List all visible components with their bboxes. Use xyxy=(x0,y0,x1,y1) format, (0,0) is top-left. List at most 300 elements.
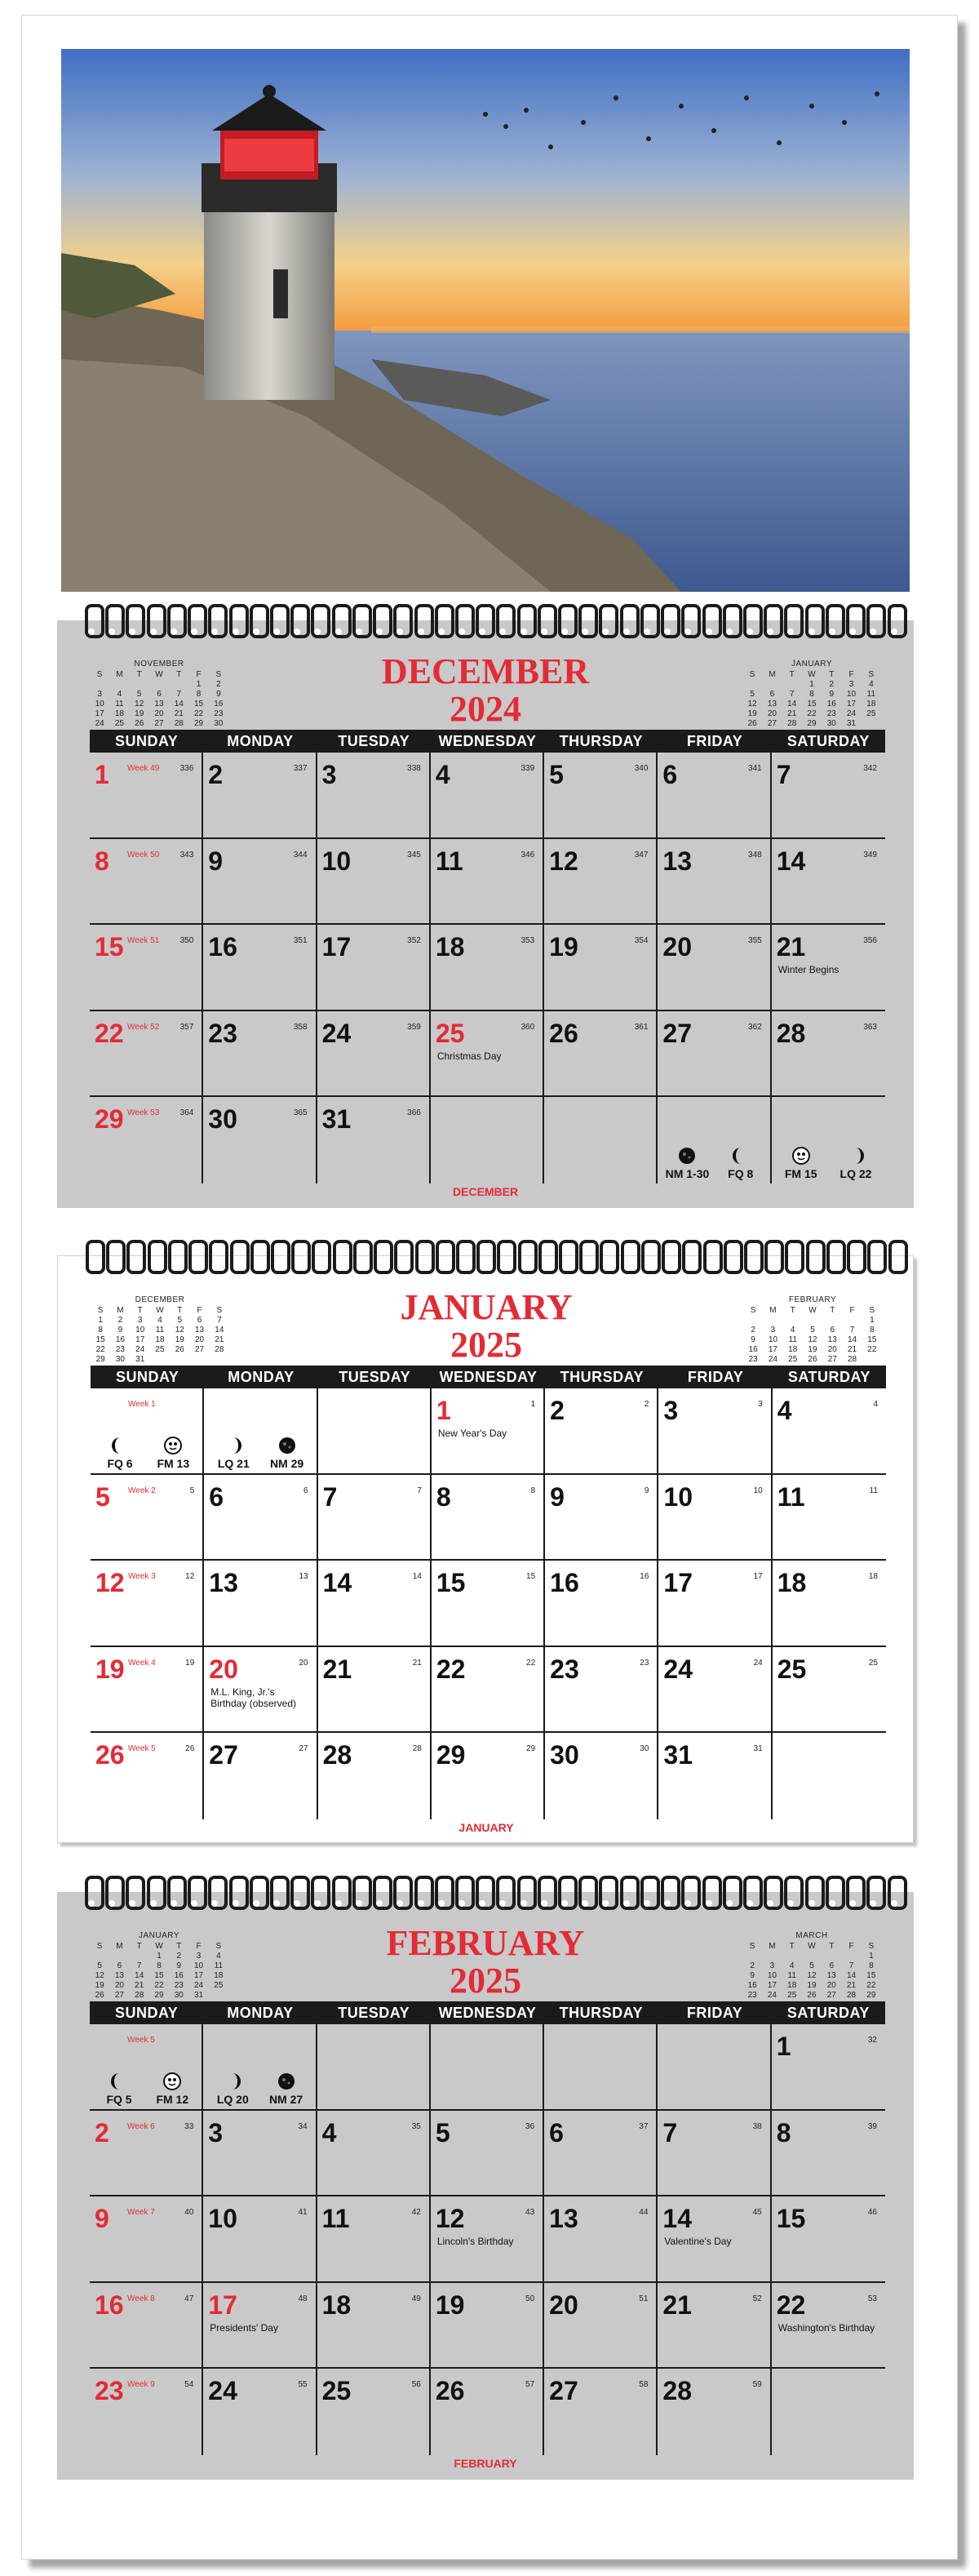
mini-day xyxy=(130,1952,149,1961)
day-cell[interactable] xyxy=(544,753,658,839)
day-cell[interactable] xyxy=(658,1388,772,1475)
binding-coil xyxy=(888,604,901,642)
binding-coil xyxy=(208,604,221,642)
day-cell[interactable] xyxy=(431,925,544,1011)
mini-day: 10 xyxy=(768,1335,777,1344)
binding-coil xyxy=(456,1240,469,1277)
day-cell[interactable] xyxy=(318,1475,432,1561)
day-of-year: 3 xyxy=(758,1400,763,1409)
day-cell[interactable] xyxy=(318,1733,432,1819)
binding-coil xyxy=(373,1876,386,1913)
mini-day xyxy=(169,680,188,690)
mini-weekday: W xyxy=(155,1942,163,1951)
mini-weekday: S xyxy=(216,1306,223,1315)
day-of-year: 41 xyxy=(298,2208,308,2218)
day-of-year: 10 xyxy=(753,1486,763,1495)
mini-day: 4 xyxy=(790,1326,795,1335)
mini-day xyxy=(210,1355,229,1365)
day-number: 28 xyxy=(662,2376,693,2406)
day-number: 2 xyxy=(95,2117,109,2147)
mini-day: 10 xyxy=(135,1326,145,1335)
day-cell[interactable] xyxy=(544,2283,658,2369)
day-cell xyxy=(318,1388,432,1475)
mini-day: 24 xyxy=(135,1345,145,1354)
day-number: 14 xyxy=(662,2204,693,2234)
day-cell[interactable] xyxy=(432,1733,545,1819)
mini-day: 12 xyxy=(175,1326,184,1335)
month-title xyxy=(303,1289,670,1364)
mini-day xyxy=(743,1316,763,1326)
mini-day: 6 xyxy=(157,690,162,699)
day-cell[interactable] xyxy=(772,2196,885,2283)
mini-day: 15 xyxy=(154,1971,164,1980)
moon-phase-label: FM 12 xyxy=(156,2092,189,2106)
day-cell[interactable] xyxy=(432,1647,545,1734)
mini-weekday: S xyxy=(749,670,755,679)
day-cell[interactable] xyxy=(772,2111,885,2197)
binding-coil xyxy=(271,1240,284,1277)
mini-day: 2 xyxy=(750,1961,755,1970)
binding-coil xyxy=(229,604,242,642)
mini-day: 17 xyxy=(135,1335,145,1344)
mini-day: 20 xyxy=(767,709,777,718)
mini-day xyxy=(862,1355,882,1365)
day-number: 31 xyxy=(663,1740,693,1770)
mini-day: 6 xyxy=(197,1316,202,1325)
binding-coil xyxy=(209,1240,222,1277)
mini-day: 24 xyxy=(768,1355,777,1364)
day-cell[interactable] xyxy=(773,1561,886,1647)
day-cell[interactable] xyxy=(545,1561,658,1647)
mini-weekday: S xyxy=(215,1942,222,1951)
day-number: 16 xyxy=(550,1568,579,1598)
weekday-label: TUESDAY xyxy=(338,733,410,749)
day-cell[interactable] xyxy=(90,839,203,926)
mini-weekday: F xyxy=(196,1942,202,1951)
day-cell xyxy=(773,1733,886,1819)
mini-calendar-month: DECEMBER xyxy=(135,1295,185,1304)
day-of-year: 30 xyxy=(640,1744,649,1754)
day-cell[interactable] xyxy=(90,2111,203,2197)
weekday-label: SATURDAY xyxy=(787,1369,870,1385)
day-cell[interactable] xyxy=(203,1011,317,1098)
binding-coil xyxy=(476,1240,490,1277)
day-cell[interactable] xyxy=(91,1647,204,1734)
week-number: Week 9 xyxy=(127,2380,155,2390)
day-cell[interactable] xyxy=(318,1561,432,1647)
binding-coil xyxy=(805,1876,818,1913)
mini-weekday: S xyxy=(868,670,875,679)
binding-coil xyxy=(744,1240,757,1277)
binding-coil xyxy=(784,604,797,642)
mini-weekday: M xyxy=(769,670,776,679)
day-cell[interactable] xyxy=(432,1475,545,1561)
binding-coil xyxy=(866,604,879,642)
day-of-year: 49 xyxy=(411,2294,421,2303)
weekday-label: SUNDAY xyxy=(114,733,179,749)
mini-day: 19 xyxy=(95,1981,104,1990)
day-cell[interactable] xyxy=(203,2111,317,2197)
mini-calendar-right xyxy=(742,1931,881,2010)
binding-coil xyxy=(578,1876,591,1913)
day-cell[interactable] xyxy=(317,839,431,926)
day-of-year: 345 xyxy=(407,850,421,859)
day-of-year: 365 xyxy=(293,1108,308,1118)
day-cell[interactable] xyxy=(431,2111,544,2197)
full-moon-icon xyxy=(791,1146,811,1166)
mini-day: 3 xyxy=(848,680,854,689)
day-cell[interactable] xyxy=(203,753,317,839)
day-number: 27 xyxy=(549,2376,578,2406)
day-of-year: 353 xyxy=(521,936,535,946)
day-cell[interactable] xyxy=(772,925,885,1011)
mini-day: 10 xyxy=(95,700,104,708)
binding-coil xyxy=(147,1876,160,1913)
moon-phase-label: NM 27 xyxy=(268,2092,303,2106)
mini-day xyxy=(90,680,109,690)
mini-day: 8 xyxy=(809,690,814,699)
mini-day xyxy=(90,1952,109,1961)
day-cell[interactable] xyxy=(317,2111,431,2197)
day-cell[interactable] xyxy=(317,1011,431,1098)
binding-coil xyxy=(784,1876,797,1913)
day-cell[interactable] xyxy=(772,753,885,839)
mini-day: 22 xyxy=(867,1345,877,1354)
mini-day: 18 xyxy=(788,1345,798,1354)
day-of-year: 36 xyxy=(525,2121,535,2131)
day-cell[interactable] xyxy=(658,1733,772,1819)
mini-day: 2 xyxy=(751,1326,755,1335)
binding-coil xyxy=(188,604,201,642)
mini-day: 13 xyxy=(114,1971,124,1980)
binding-coil xyxy=(230,1240,243,1277)
mini-day: 8 xyxy=(98,1326,103,1335)
day-cell[interactable] xyxy=(203,1097,317,1184)
moon-phase-label: FM 15 xyxy=(784,1166,817,1180)
day-number: 4 xyxy=(321,2117,337,2147)
day-of-year: 354 xyxy=(634,936,649,946)
day-cell[interactable] xyxy=(91,1475,204,1561)
day-cell[interactable] xyxy=(658,2111,771,2197)
mini-weekday: T xyxy=(176,670,182,679)
new-moon-icon xyxy=(277,2072,296,2091)
week-number: Week 3 xyxy=(128,1572,156,1582)
mini-day: 18 xyxy=(155,1335,165,1344)
day-number: 16 xyxy=(208,932,237,962)
day-cell[interactable] xyxy=(772,839,885,926)
day-number: 22 xyxy=(436,1654,466,1684)
day-cell[interactable] xyxy=(658,925,771,1011)
day-cell xyxy=(658,1097,771,1184)
day-cell[interactable] xyxy=(773,1475,886,1561)
mini-calendar-month: FEBRUARY xyxy=(788,1295,837,1304)
day-cell[interactable] xyxy=(658,2283,771,2369)
day-of-year: 24 xyxy=(753,1658,763,1668)
month-name: FEBRUARY xyxy=(386,1923,585,1963)
binding-coil xyxy=(353,1240,366,1277)
day-cell[interactable] xyxy=(318,1647,432,1734)
day-cell[interactable] xyxy=(772,1011,885,1098)
day-cell[interactable] xyxy=(772,2024,885,2111)
binding-coil xyxy=(559,1240,572,1277)
mini-calendar-month: NOVEMBER xyxy=(134,660,184,668)
moon-phase xyxy=(95,2072,144,2104)
moon-phases xyxy=(95,1436,197,1468)
day-of-year: 1 xyxy=(530,1400,536,1409)
day-cell[interactable] xyxy=(431,753,544,839)
binding-coil xyxy=(661,604,674,642)
mini-day: 7 xyxy=(136,1961,142,1970)
day-of-year: 55 xyxy=(298,2380,308,2390)
day-number: 28 xyxy=(322,1740,352,1770)
day-cell[interactable] xyxy=(203,839,317,926)
day-cell[interactable] xyxy=(91,1561,204,1647)
moon-phase-label: FQ 8 xyxy=(728,1166,754,1180)
week-number: Week 5 xyxy=(128,1744,156,1754)
binding-coil xyxy=(620,604,633,642)
day-of-year: 33 xyxy=(184,2121,194,2131)
mini-day: 25 xyxy=(788,1355,798,1364)
holiday-label: New Year's Day xyxy=(437,1428,507,1439)
day-number: 25 xyxy=(435,1018,465,1048)
mini-day: 25 xyxy=(155,1345,165,1354)
day-cell[interactable] xyxy=(90,1011,203,1098)
mini-day xyxy=(822,1316,842,1326)
day-number: 26 xyxy=(549,1018,578,1048)
mini-day: 29 xyxy=(154,1991,164,2000)
day-cell[interactable] xyxy=(431,2196,544,2283)
day-cell[interactable] xyxy=(203,2196,317,2283)
binding-coil xyxy=(723,604,736,642)
week-number: Week 2 xyxy=(128,1486,156,1495)
weekday-label: MONDAY xyxy=(227,733,294,749)
binding-coil xyxy=(682,1240,695,1277)
day-cell[interactable] xyxy=(658,1475,772,1561)
day-cell[interactable] xyxy=(317,2369,431,2455)
day-cell[interactable] xyxy=(432,1388,545,1475)
binding-coil xyxy=(270,604,283,642)
mini-day: 15 xyxy=(867,1335,877,1344)
day-of-year: 20 xyxy=(299,1658,308,1668)
day-number: 18 xyxy=(777,1568,807,1598)
day-cell[interactable] xyxy=(317,1097,431,1184)
day-cell[interactable] xyxy=(658,1561,772,1647)
mini-day xyxy=(149,680,169,690)
day-number: 26 xyxy=(95,1740,125,1770)
day-cell[interactable] xyxy=(544,925,658,1011)
day-of-year: 357 xyxy=(179,1022,194,1032)
day-number: 17 xyxy=(321,932,352,962)
mini-day: 11 xyxy=(155,1326,165,1335)
day-cell[interactable] xyxy=(431,1011,544,1098)
moon-phase-label: LQ 21 xyxy=(217,1456,250,1470)
day-cell[interactable] xyxy=(203,2283,317,2369)
mini-day: 4 xyxy=(157,1316,162,1325)
mini-day: 13 xyxy=(826,1971,836,1980)
mini-weekday: M xyxy=(769,1942,776,1951)
day-number: 9 xyxy=(208,846,224,876)
mini-weekday: T xyxy=(789,670,795,679)
binding-coil xyxy=(476,1876,489,1913)
spiral-binding xyxy=(85,604,901,642)
day-of-year: 40 xyxy=(184,2208,194,2218)
weekday-label: SATURDAY xyxy=(786,733,870,749)
mini-day: 23 xyxy=(747,1991,757,2000)
day-cell[interactable] xyxy=(90,2369,203,2455)
day-of-year: 4 xyxy=(873,1400,878,1409)
day-of-year: 360 xyxy=(521,1022,535,1032)
day-cell[interactable] xyxy=(317,753,431,839)
day-number: 7 xyxy=(662,2117,678,2147)
binding-coil xyxy=(578,604,591,642)
binding-coil xyxy=(743,1876,756,1913)
day-of-year: 343 xyxy=(179,850,194,859)
month-footer: JANUARY xyxy=(458,1821,514,1834)
day-cell[interactable] xyxy=(658,1011,771,1098)
day-cell[interactable] xyxy=(544,1011,658,1098)
day-of-year: 6 xyxy=(303,1486,308,1495)
day-of-year: 346 xyxy=(521,850,535,859)
mini-day: 6 xyxy=(830,1326,835,1335)
day-of-year: 54 xyxy=(184,2380,194,2390)
day-number: 1 xyxy=(776,2032,791,2061)
day-cell[interactable] xyxy=(317,2196,431,2283)
day-cell[interactable] xyxy=(773,1388,886,1475)
day-cell[interactable] xyxy=(204,1647,317,1734)
day-of-year: 57 xyxy=(525,2380,535,2390)
day-cell[interactable] xyxy=(658,839,771,926)
binding-coil xyxy=(455,1876,468,1913)
day-cell[interactable] xyxy=(545,1733,658,1819)
binding-coil xyxy=(805,604,818,642)
weekday-label: TUESDAY xyxy=(339,1369,411,1385)
day-of-year: 45 xyxy=(752,2208,762,2218)
day-cell[interactable] xyxy=(431,2369,544,2455)
mini-day xyxy=(841,1952,861,1961)
day-of-year: 44 xyxy=(639,2208,649,2218)
day-cell[interactable] xyxy=(544,2369,658,2455)
day-of-year: 43 xyxy=(525,2208,535,2218)
day-cell[interactable] xyxy=(658,2196,771,2283)
binding-coil xyxy=(332,604,345,642)
mini-day xyxy=(150,1355,170,1365)
mini-day: 19 xyxy=(807,1981,817,1990)
mini-day: 1 xyxy=(809,680,814,689)
mini-weekday: T xyxy=(137,1306,143,1315)
day-cell[interactable] xyxy=(431,2283,544,2369)
day-cell[interactable] xyxy=(544,2196,658,2283)
binding-coil xyxy=(806,1240,819,1277)
day-cell[interactable] xyxy=(204,1561,317,1647)
day-cell[interactable] xyxy=(658,753,771,839)
mini-calendar-left xyxy=(91,1295,229,1365)
week-number: Week 4 xyxy=(128,1658,156,1668)
day-of-year: 340 xyxy=(634,764,649,773)
mini-day: 27 xyxy=(826,1991,836,2000)
day-cell[interactable] xyxy=(544,839,658,926)
day-cell[interactable] xyxy=(545,1647,658,1734)
day-cell[interactable] xyxy=(204,1733,317,1819)
day-number: 19 xyxy=(95,1654,125,1684)
day-number: 25 xyxy=(321,2376,352,2406)
binding-coil xyxy=(785,1240,798,1277)
last-moon-icon xyxy=(224,1436,243,1455)
day-cell[interactable] xyxy=(203,2369,317,2455)
binding-coil xyxy=(435,604,448,642)
mini-calendar-left xyxy=(90,1931,228,2001)
week-number: Week 49 xyxy=(127,764,160,773)
day-cell xyxy=(431,1097,544,1184)
day-cell[interactable] xyxy=(545,1475,658,1561)
day-cell[interactable] xyxy=(658,2369,771,2455)
mini-day: 26 xyxy=(807,1991,817,2000)
day-cell[interactable] xyxy=(431,839,544,926)
mini-day xyxy=(189,1355,209,1365)
mini-day: 17 xyxy=(846,700,857,708)
mini-weekday: T xyxy=(790,1306,795,1315)
mini-day: 25 xyxy=(114,719,124,728)
mini-calendar-right xyxy=(742,660,881,729)
day-cell[interactable] xyxy=(90,925,203,1011)
mini-weekday: S xyxy=(96,670,103,679)
day-cell[interactable] xyxy=(545,1388,658,1475)
day-cell[interactable] xyxy=(90,2196,203,2283)
day-of-year: 19 xyxy=(185,1658,195,1668)
day-cell[interactable] xyxy=(204,1475,317,1561)
day-cell[interactable] xyxy=(432,1561,545,1647)
day-number: 21 xyxy=(322,1654,352,1684)
mini-day xyxy=(822,1952,841,1961)
day-cell[interactable] xyxy=(90,2283,203,2369)
day-cell[interactable] xyxy=(317,925,431,1011)
day-cell xyxy=(204,1388,317,1475)
mini-day xyxy=(130,680,149,690)
day-of-year: 26 xyxy=(185,1744,195,1754)
day-cell[interactable] xyxy=(544,2111,658,2197)
day-of-year: 356 xyxy=(863,936,877,946)
mini-weekday: S xyxy=(868,1942,875,1951)
mini-day: 11 xyxy=(787,1971,796,1980)
binding-coil xyxy=(270,1876,283,1913)
binding-coil xyxy=(579,1240,592,1277)
day-cell[interactable] xyxy=(772,2283,885,2369)
day-cell[interactable] xyxy=(90,753,203,839)
moon-phase xyxy=(209,1436,258,1468)
day-number: 24 xyxy=(321,1018,352,1048)
mini-day xyxy=(763,1316,782,1326)
binding-coil xyxy=(312,1240,325,1277)
mini-day: 22 xyxy=(95,1345,105,1354)
mini-day xyxy=(783,1316,803,1326)
day-cell[interactable] xyxy=(90,1097,203,1184)
day-cell[interactable] xyxy=(91,1733,204,1819)
day-cell[interactable] xyxy=(203,925,317,1011)
mini-day: 23 xyxy=(826,709,836,718)
weekday-label: WEDNESDAY xyxy=(438,2005,537,2021)
day-cell[interactable] xyxy=(773,1647,886,1734)
mini-day: 26 xyxy=(747,719,757,728)
day-cell[interactable] xyxy=(317,2283,431,2369)
day-of-year: 21 xyxy=(412,1658,422,1668)
day-number: 18 xyxy=(321,2290,352,2320)
first-moon-icon xyxy=(109,2072,129,2091)
mini-day: 21 xyxy=(215,1335,224,1344)
binding-coil xyxy=(374,1240,387,1277)
mini-day: 26 xyxy=(95,1991,104,2000)
mini-day: 4 xyxy=(216,1952,221,1961)
day-cell[interactable] xyxy=(658,1647,772,1734)
mini-day: 16 xyxy=(174,1971,184,1980)
